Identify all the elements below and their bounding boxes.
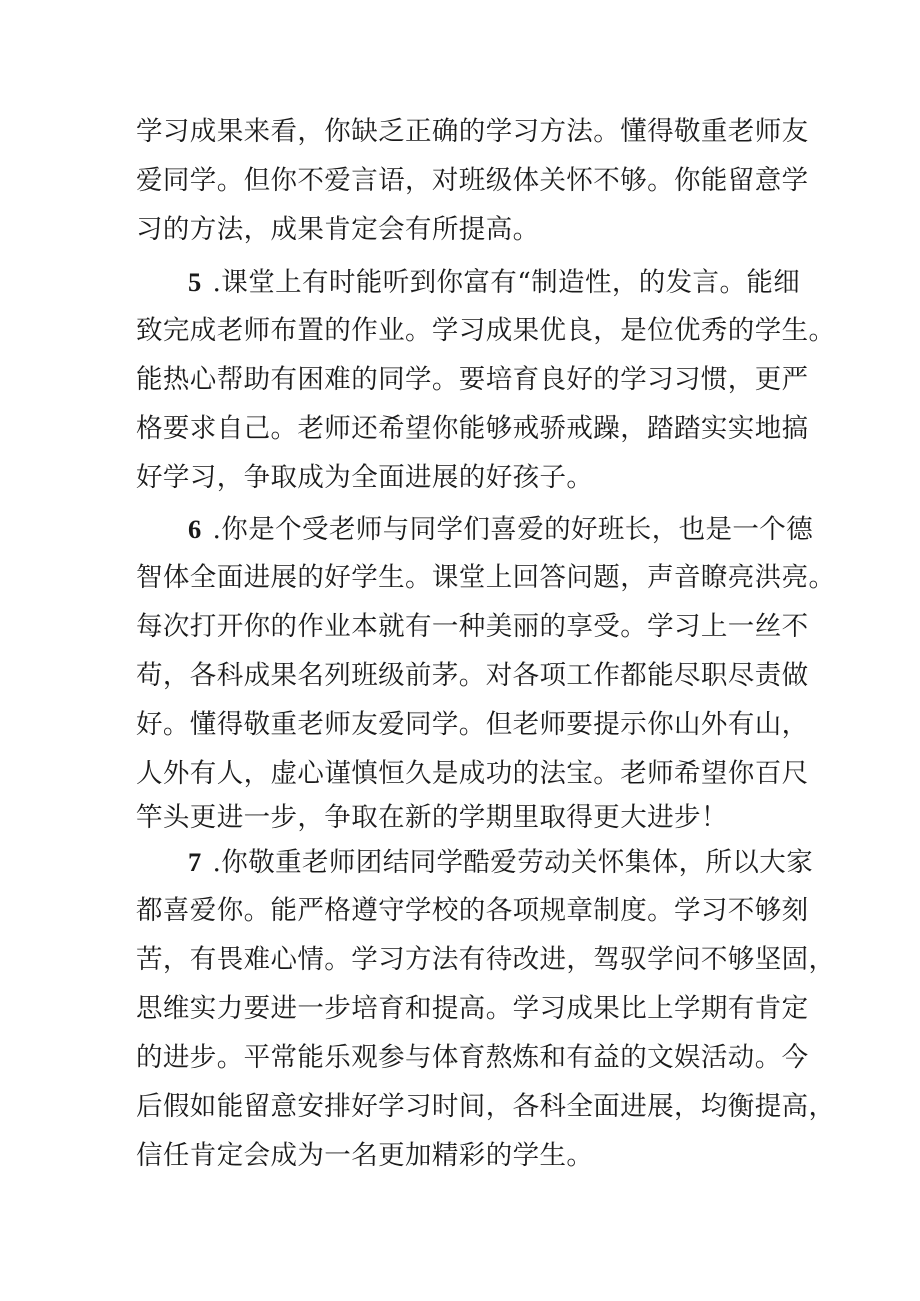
paragraph-line: 竿头更进一步，争取在新的学期里取得更大进步！ [136, 802, 728, 833]
paragraph-line: 能热心帮助有困难的同学。要培育良好的学习习惯，更严 [136, 364, 809, 395]
paragraph-line: 格要求自己。老师还希望你能够戒骄戒躁，踏踏实实地搞 [136, 413, 809, 444]
paragraph-line: 好学习，争取成为全面进展的好孩子。 [136, 462, 594, 493]
paragraph-number: 5 [188, 267, 202, 297]
paragraph-line: 人外有人，虚心谨慎恒久是成功的法宝。老师希望你百尺 [136, 758, 809, 789]
paragraph-number: 6 [188, 514, 202, 544]
paragraph-line: 苟，各科成果名列班级前茅。对各项工作都能尽职尽责做 [136, 660, 809, 691]
paragraph-line-text: .你敬重老师团结同学酷爱劳动关怀集体，所以大家 [203, 847, 814, 878]
paragraph-line-text: .你是个受老师与同学们喜爱的好班长，也是一个德 [203, 514, 814, 545]
paragraph-line: 致完成老师布置的作业。学习成果优良，是位优秀的学生。 [136, 315, 836, 346]
paragraph-6-first-line [188, 509, 848, 549]
paragraph-line: 智体全面进展的好学生。课堂上回答问题，声音瞭亮洪亮。 [136, 562, 836, 593]
paragraph-line: 的进步。平常能乐观参与体育熬炼和有益的文娱活动。今 [136, 1042, 809, 1073]
paragraph-line: 爱同学。但你不爱言语，对班级体关怀不够。你能留意学 [136, 165, 809, 196]
paragraph-line: 思维实力要进一步培育和提高。学习成果比上学期有肯定 [136, 993, 809, 1024]
paragraph-line: 每次打开你的作业本就有一种美丽的享受。学习上一丝不 [136, 611, 809, 642]
paragraph-line: 学习成果来看，你缺乏正确的学习方法。懂得敬重老师友 [136, 116, 809, 147]
paragraph-line-text: .课堂上有时能听到你富有“制造性，的发言。能细 [203, 267, 801, 298]
paragraph-5-first-line [188, 262, 848, 302]
paragraph-number: 7 [188, 847, 202, 877]
paragraph-line: 信任肯定会成为一名更加精彩的学生。 [136, 1140, 594, 1171]
paragraph-line: 后假如能留意安排好学习时间，各科全面进展，均衡提高， [136, 1091, 836, 1122]
paragraph-line: 苦，有畏难心情。学习方法有待改进，驾驭学问不够坚固， [136, 944, 836, 975]
paragraph-line: 都喜爱你。能严格遵守学校的各项规章制度。学习不够刻 [136, 895, 809, 926]
paragraph-line: 习的方法，成果肯定会有所提高。 [136, 214, 540, 245]
paragraph-7-first-line [188, 842, 848, 882]
paragraph-line: 好。懂得敬重老师友爱同学。但老师要提示你山外有山， [136, 709, 809, 740]
